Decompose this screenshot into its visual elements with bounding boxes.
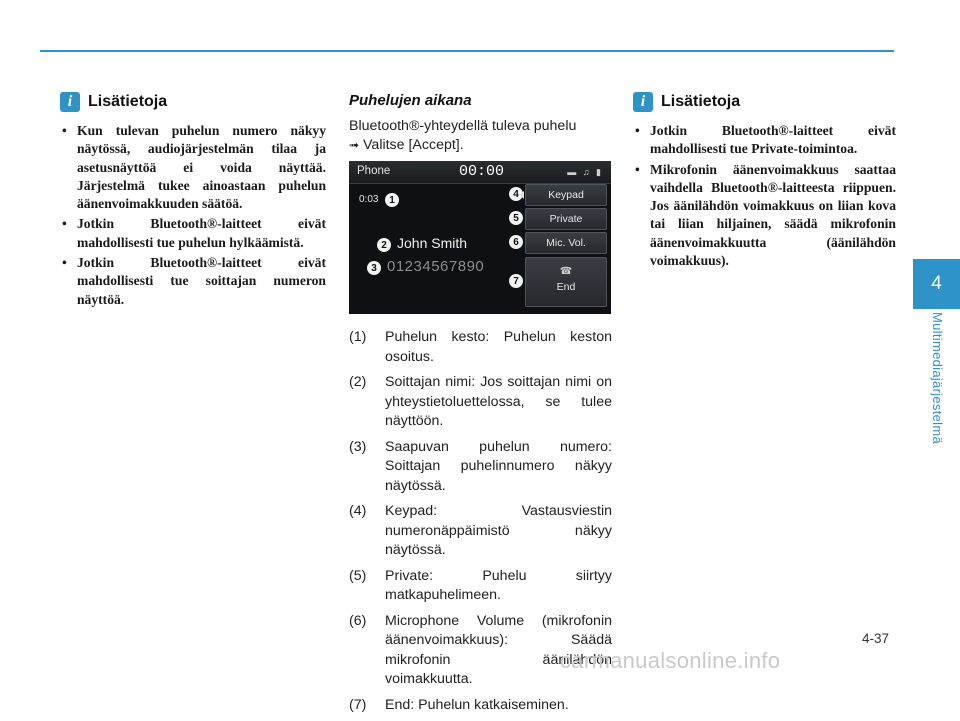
- list-item: [349, 438, 612, 497]
- callout-badge: 4: [509, 187, 523, 201]
- item-number: (5): [349, 567, 367, 584]
- item-text: Saapuvan puhelun numero: Soittajan puhelinnumero näkyy näytössä.: [385, 438, 612, 494]
- info-list-right: [633, 122, 896, 270]
- chapter-label: Multimediajärjestelmä: [930, 312, 945, 445]
- info-list-left: [60, 122, 326, 309]
- list-item: • Jotkin Bluetooth®-laitteet eivät mahdollisesti tue soittajan numeron näyttöä.: [60, 254, 326, 309]
- section-intro: [349, 117, 612, 155]
- caller-name: John Smith: [397, 235, 468, 251]
- info-title-right: Lisätietoja: [661, 93, 741, 110]
- list-item: • Kun tulevan puhelun numero näkyy näytössä, audiojärjestelmän tilaa ja asetusnäyttöä ei voida näyttää. Järjestelmä tukee ainoastaan puhelun äänenvoimakkuuden säätöä.: [60, 122, 326, 213]
- callout-badge: 2: [377, 238, 391, 252]
- call-duration: 0:03: [359, 194, 379, 205]
- list-item: [349, 328, 612, 367]
- list-item: [349, 696, 612, 716]
- item-number: (7): [349, 696, 367, 713]
- list-item: • Jotkin Bluetooth®-laitteet eivät mahdollisesti tue Private-toimintoa.: [633, 122, 896, 159]
- section-during-calls: [349, 92, 612, 721]
- phone-screen-figure: [349, 161, 611, 314]
- header-rule: [40, 50, 894, 52]
- end-call-button[interactable]: [525, 257, 607, 307]
- item-number: (2): [349, 374, 367, 390]
- info-header-left: [60, 92, 326, 112]
- hang-up-icon: ☎: [559, 266, 573, 277]
- phone-status-bar: [349, 161, 611, 184]
- item-text: Keypad: Vastausviestin numeronäppäimistö näkyy näytössä.: [385, 503, 612, 558]
- callout-badge: 5: [509, 211, 523, 225]
- item-text: Microphone Volume (mikrofonin äänenvoimakkuus): Säädä mikrofonin äänilähdön voimakkuutta.: [385, 612, 612, 687]
- item-number: (3): [349, 438, 367, 455]
- callout-badge: 6: [509, 235, 523, 249]
- status-icons: ▬ ♫ ▮: [567, 167, 603, 177]
- item-number: (6): [349, 612, 367, 629]
- callout-badge: 3: [367, 261, 381, 275]
- list-item: [349, 373, 612, 432]
- intro-text: Bluetooth®-yhteydellä tuleva puhelu: [349, 118, 577, 134]
- keypad-button[interactable]: Keypad: [525, 184, 607, 206]
- arrow-icon: ➟: [349, 138, 360, 152]
- phone-label: Phone: [357, 165, 391, 177]
- caret-left-icon: [520, 191, 524, 199]
- end-button-label: End: [556, 281, 576, 293]
- info-box-right: [633, 92, 896, 272]
- chapter-tab: 4: [913, 259, 960, 309]
- intro-action: Valitse [Accept].: [363, 137, 464, 153]
- list-item: • Mikrofonin äänenvoimakkuus saattaa vaihdella Bluetooth®-laitteesta riippuen. Jos äänilähdön voimakkuus on liian kova tai liian hiljainen, säädä mikrofonin äänenvoimakkuutta (äänilähdön voimakkuus).: [633, 161, 896, 271]
- list-item: [349, 567, 612, 606]
- page-number: 4-37: [862, 631, 890, 646]
- info-icon: i: [60, 92, 80, 112]
- info-title-left: Lisätietoja: [88, 93, 168, 110]
- info-box-left: [60, 92, 326, 311]
- info-header-right: [633, 92, 896, 112]
- item-number: (1): [349, 329, 367, 345]
- list-item: • Jotkin Bluetooth®-laitteet eivät mahdollisesti tue puhelun hylkäämistä.: [60, 215, 326, 252]
- item-text: Puhelun kesto: Puhelun keston osoitus.: [385, 329, 612, 365]
- mic-volume-button[interactable]: Mic. Vol.: [525, 232, 607, 254]
- callout-badge: 1: [385, 193, 399, 207]
- callout-badge: 7: [509, 274, 523, 288]
- item-text: Soittajan nimi: Jos soittajan nimi on yhteystietoluettelossa, se tulee näyttöön.: [385, 374, 612, 429]
- watermark: carmanualsonline.info: [560, 648, 781, 673]
- phone-clock: 00:00: [459, 163, 505, 180]
- caller-number: 01234567890: [387, 258, 485, 275]
- list-item: [349, 502, 612, 561]
- private-button[interactable]: Private: [525, 208, 607, 230]
- item-number: (4): [349, 503, 367, 519]
- item-text: Private: Puhelu siirtyy matkapuhelimeen.: [385, 567, 612, 603]
- section-title: Puhelujen aikana: [349, 92, 472, 109]
- info-icon: i: [633, 92, 653, 112]
- item-text: End: Puhelun katkaiseminen.: [385, 696, 569, 713]
